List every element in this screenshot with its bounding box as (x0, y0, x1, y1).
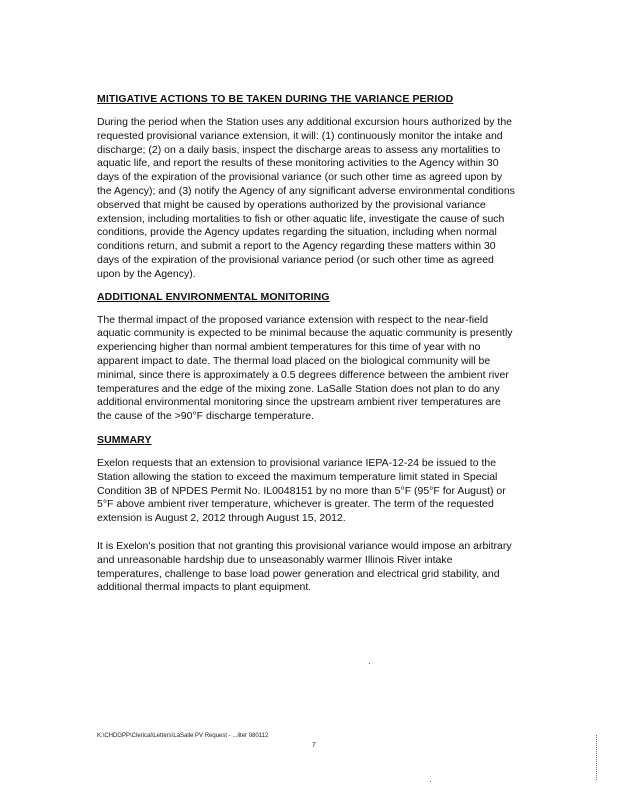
footer-file-path: K:\CHDGPP\Clerical\Letters\LaSalle PV Request - ...ilter 080112 (97, 733, 269, 739)
environmental-monitoring-heading: ADDITIONAL ENVIRONMENTAL MONITORING (97, 290, 330, 303)
environmental-monitoring-paragraph: The thermal impact of the proposed variance extension with respect to the near-field aquatic community is expected to be minimal because the aquatic community is presently experiencing higher than normal ambient temperatures for this time of year with no apparent impact to date. The thermal load placed on the biological community will be minimal, since there is approximately a 0.5 degrees difference between the ambient river temperatures and the edge of the mixing zone. LaSalle Station does not plan to do any additional environmental monitoring since the upstream ambient river temperatures are the cause of the >90°F discharge temperature. (97, 313, 513, 423)
mitigative-actions-paragraph: During the period when the Station uses any additional excursion hours authorized by the requested provisional variance extension, it will: (1) continuously monitor the intake and discharge; (2) on a daily basis, inspect the discharge areas to assess any mortalities to aquatic life, and report the results of these monitoring activities to the Agency within 30 days of the expiration of the provisional variance (or such other time as agreed upon by the Agency); and (3) notify the Agency of any significant adverse environmental conditions observed that might be caused by operations authorized by the provisional variance extension, including mortalities to fish or other aquatic life, investigate the cause of such conditions, provide the Agency updates regarding the situation, including when normal conditions return, and submit a report to the Agency regarding these matters within 30 days of the expiration of the provisional variance period (or such other time as agreed upon by the Agency). (97, 116, 515, 280)
summary-paragraph-position: It is Exelon's position that not granting this provisional variance would impose an arbitrary and unreasonable hardship due to unseasonably warmer Illinois River intake temperatures, challenge to base load power generation and electrical grid stability, and additional thermal impacts to plant equipment. (97, 539, 512, 594)
document-body (97, 93, 515, 605)
summary-paragraph-request: Exelon requests that an extension to provisional variance IEPA-12-24 be issued to the Station allowing the station to exceed the maximum temperature limit stated in Special Condition 3B of NPDES Permit No. IL0048151 by no more than 5°F (95°F for August) or 5°F above ambient river temperature, whichever is greater. The term of the requested extension is August 2, 2012 through August 15, 2012. (97, 456, 506, 525)
scan-speck (430, 781, 431, 782)
mitigative-actions-heading: MITIGATIVE ACTIONS TO BE TAKEN DURING THE VARIANCE PERIOD (97, 93, 454, 105)
page-number: 7 (312, 742, 316, 749)
summary-heading: SUMMARY (97, 433, 152, 446)
scan-edge-marks (596, 735, 599, 780)
scan-speck (369, 663, 370, 664)
